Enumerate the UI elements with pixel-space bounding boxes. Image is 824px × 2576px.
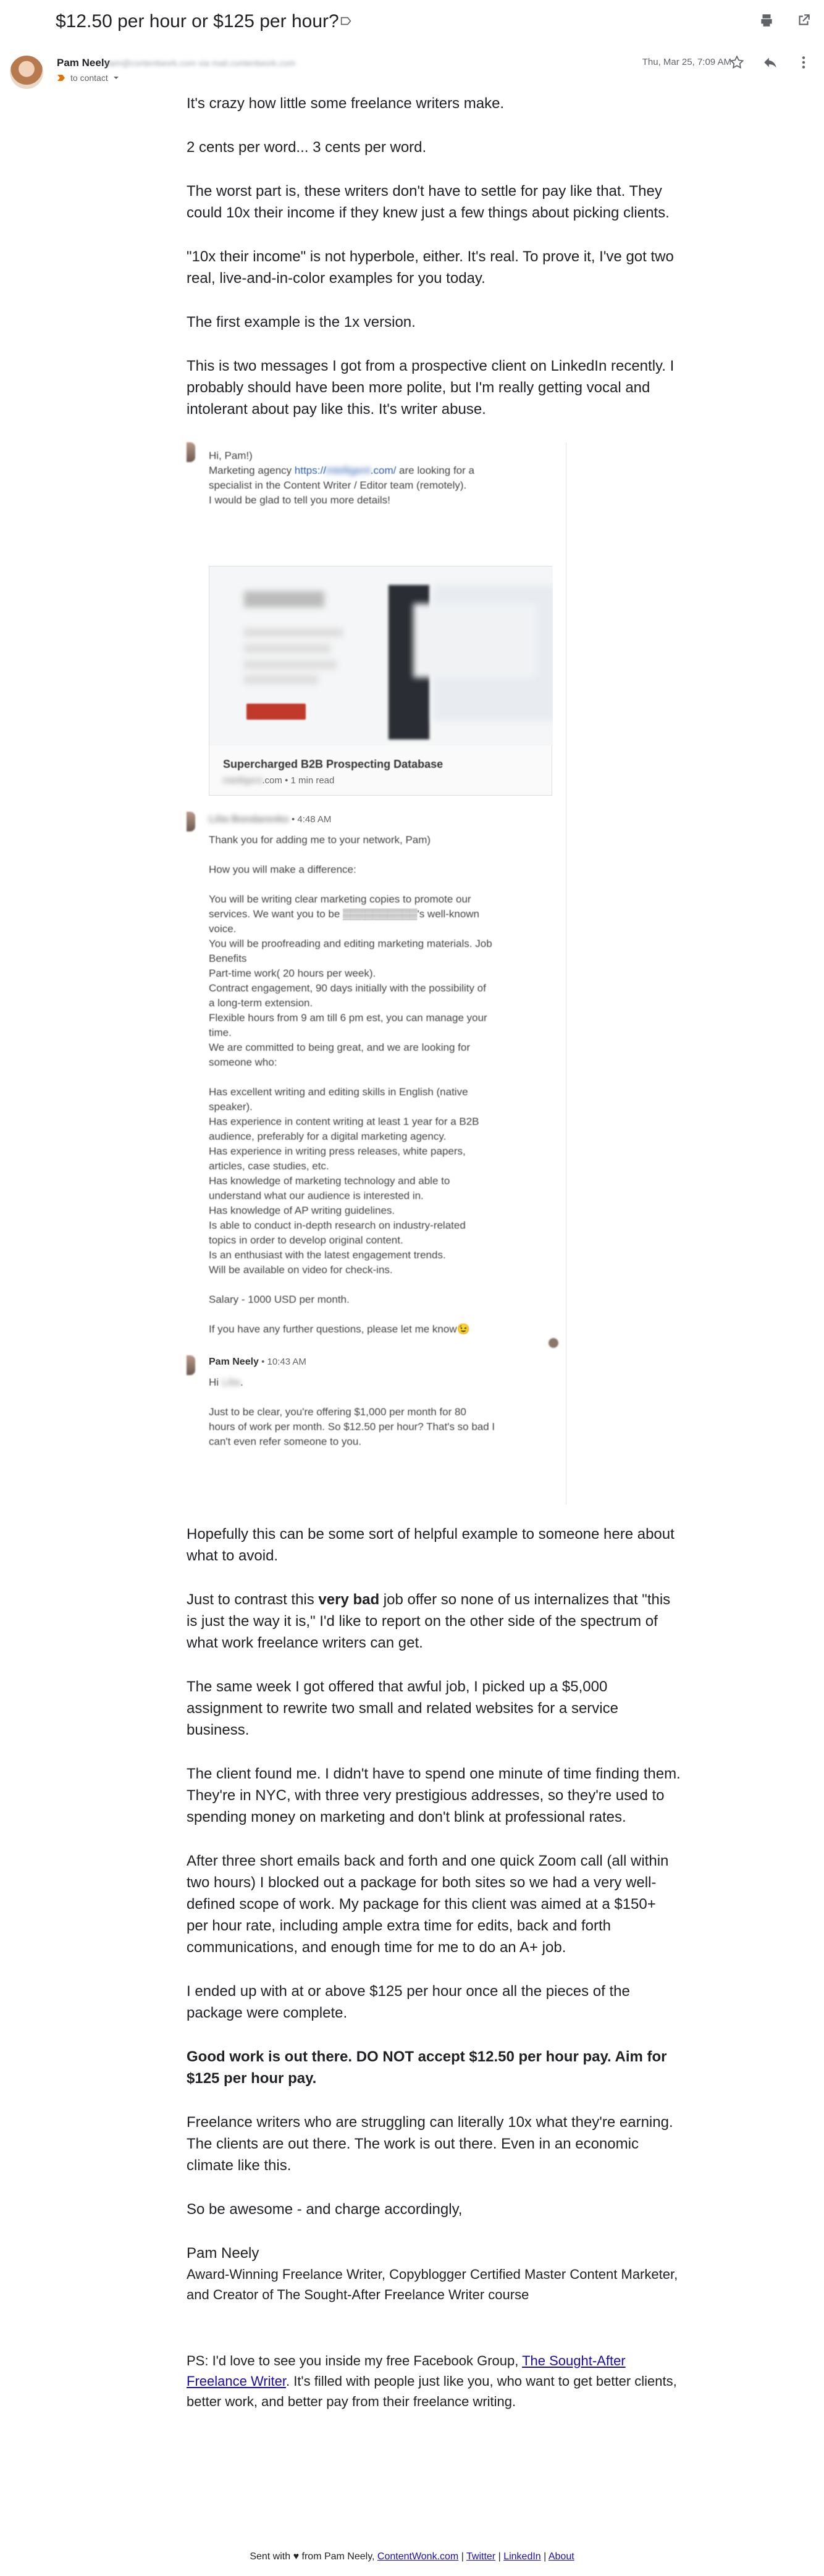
message-line: If you have any further questions, please let me know😉 [209,1323,470,1335]
message-line: Has experience in content writing at least 1 year for a B2B [209,1116,479,1127]
to-label: to contact [70,73,108,83]
message-line: We are committed to being great, and we are looking for [209,1042,471,1053]
message-line: Contract engagement, 90 days initially with the possibility of [209,982,486,994]
message-line: topics in order to develop original content. [209,1234,403,1246]
paragraph: This is two messages I got from a prospective client on LinkedIn recently. I probably should have been more polite, but I'm really getting vocal and intolerant about pay like this. It's writer abuse. [187,358,675,418]
message-line [209,1070,492,1085]
avatar [187,442,195,462]
recipient-line [57,73,119,83]
message-line: services. We want you to be ▒▒▒▒▒▒▒▒▒▒'s well-known [209,908,480,920]
message-line: Has knowledge of AP writing guidelines. [209,1205,395,1216]
signature-title: Award-Winning Freelance Writer, Copyblogger Certified Master Content Marketer, and Creator of The Sought-After Freelance Writer course [187,2267,678,2302]
print-icon[interactable] [759,12,775,28]
message-line: Part-time work( 20 hours per week). [209,967,376,979]
message-line: speaker). [209,1101,253,1113]
paragraph: Just to contrast this very bad job offer so none of us internalizes that "this is just the way it is," I'd like to report on the other side of the spectrum of what work freelance writers can get. [187,1591,671,1651]
message-line: Has experience in writing press releases, white papers, [209,1145,466,1157]
label-icon[interactable] [339,14,353,28]
sender-email: pam@contentwork.com via mail.contentwork.com [105,58,296,68]
message-line: Benefits [209,953,247,964]
message-line: audience, preferably for a digital marketing agency. [209,1130,447,1142]
twitter-link[interactable]: Twitter [466,2551,496,2562]
message-body [209,1375,495,1449]
message-header: Lilia Bondarenko • 4:48 AM [209,814,332,825]
message-line: time. [209,1027,232,1038]
linkedin-link[interactable]: LinkedIn [503,2551,541,2562]
message-line [209,1277,492,1292]
important-marker-icon[interactable] [57,74,65,82]
message-line: Salary - 1000 USD per month. [209,1294,350,1305]
email-subject: $12.50 per hour or $125 per hour? [56,11,339,32]
linkedin-screenshot [187,442,566,1505]
paragraph: "10x their income" is not hyperbole, either. It's real. To prove it, I've got two real, live-and-in-color examples for you today. [187,248,674,287]
message-line: a long-term extension. [209,997,313,1009]
message-line: Marketing agency https://intelligent.com/ are looking for a [209,465,474,476]
paragraph: 2 cents per word... 3 cents per word. [187,139,427,156]
signature-name: Pam Neely [187,2245,259,2262]
message-line: Has knowledge of marketing technology and able to [209,1175,450,1187]
message-line: How you will make a difference: [209,864,356,875]
paragraph: So be awesome - and charge accordingly, [187,2201,463,2218]
message-line: Hi, Pam!) [209,450,253,461]
footer: Sent with ♥ from Pam Neely, ContentWonk.com | Twitter | LinkedIn | About [250,2551,574,2562]
paragraph: After three short emails back and forth and one quick Zoom call (all within two hours) I blocked out a package for both sites so we had a very well-defined scope of work. My package for this client was aimed at a $150+ per hour rate, including ample extra time for edits, back and forth communications, and enough time for me to do an A+ job. [187,1853,669,1956]
contentwonk-link[interactable]: ContentWonk.com [377,2551,459,2562]
message-line: I would be glad to tell you more details! [209,494,390,506]
message-header: Pam Neely • 10:43 AM [209,1357,306,1367]
paragraph: Hopefully this can be some sort of helpful example to someone here about what to avoid. [187,1526,675,1564]
link-preview-title: Supercharged B2B Prospecting Database [223,758,444,770]
chevron-down-icon[interactable] [113,73,119,83]
message-line: You will be proofreading and editing marketing materials. Job [209,938,492,949]
ps-paragraph: PS: I'd love to see you inside my free Facebook Group, The Sought-After Freelance Writer. It's filled with people just like you, who want to get better clients, better work, and better pay from their freelance writing. [187,2353,677,2409]
link-preview-image [209,566,553,746]
message-line: understand what our audience is interested in. [209,1190,424,1202]
star-icon[interactable] [729,54,745,70]
paragraph: The worst part is, these writers don't have to settle for pay like that. They could 10x their income if they knew just a few things about picking clients. [187,183,670,221]
message-line: Hi Lilia. [209,1376,243,1388]
message-line [209,848,492,862]
message-line: articles, case studies, etc. [209,1160,329,1172]
message-line [209,877,492,892]
email-body [187,93,681,2434]
message-line: someone who: [209,1056,277,1068]
paragraph: The first example is the 1x version. [187,314,416,330]
link-preview-source: intelligent.com • 1 min read [223,775,335,786]
avatar[interactable] [10,56,43,89]
message-line: voice. [209,923,237,935]
subject-bar [0,0,824,49]
more-vert-icon[interactable] [796,54,812,70]
message-line: Has excellent writing and editing skills in English (native [209,1086,468,1098]
message-line: Is able to conduct in-depth research on industry-related [209,1219,466,1231]
message-line: Will be available on video for check-ins. [209,1264,393,1276]
message-line: hours of work per month. So $12.50 per hour? That's so bad I [209,1421,495,1433]
read-receipt-avatar [549,1338,558,1348]
paragraph: The client found me. I didn't have to spend one minute of time finding them. They're in NYC, with three very prestigious addresses, so they're used to spending money on marketing and don't blink at professional rates. [187,1766,681,1825]
paragraph: It's crazy how little some freelance writers make. [187,95,505,112]
sender-name[interactable]: Pam Neely [57,57,110,69]
facebook-group-link[interactable]: The Sought-After Freelance Writer [187,2353,626,2389]
paragraph-bold: Good work is out there. DO NOT accept $12.50 per hour pay. Aim for $125 per hour pay. [187,2048,667,2087]
message-line: You will be writing clear marketing copies to promote our [209,893,471,905]
message-line: Flexible hours from 9 am till 6 pm est, you can manage your [209,1012,487,1024]
message-line: Is an enthusiast with the latest engagement trends. [209,1249,446,1261]
message-line: specialist in the Content Writer / Editor team (remotely). [209,479,467,491]
message-line [209,1307,492,1322]
message-body [209,833,492,1337]
paragraph: The same week I got offered that awful job, I picked up a $5,000 assignment to rewrite two small and related websites for a service business. [187,1678,618,1738]
email-date: Thu, Mar 25, 7:09 AM [642,57,731,67]
link-preview-card[interactable] [209,566,552,796]
message-line: can't even refer someone to you. [209,1436,362,1447]
message-line: Just to be clear, you're offering $1,000 per month for 80 [209,1406,466,1418]
avatar [187,812,195,831]
reply-icon[interactable] [762,54,778,70]
paragraph: Freelance writers who are struggling can literally 10x what they're earning. The clients are out there. The work is out there. Even in an economic climate like this. [187,2114,673,2174]
paragraph: I ended up with at or above $125 per hour once all the pieces of the package were complete. [187,1983,630,2021]
open-in-new-icon[interactable] [796,12,812,28]
about-link[interactable]: About [548,2551,574,2562]
avatar [187,1355,195,1375]
demo-button [246,704,306,720]
message-line: Thank you for adding me to your network, Pam) [209,834,431,846]
